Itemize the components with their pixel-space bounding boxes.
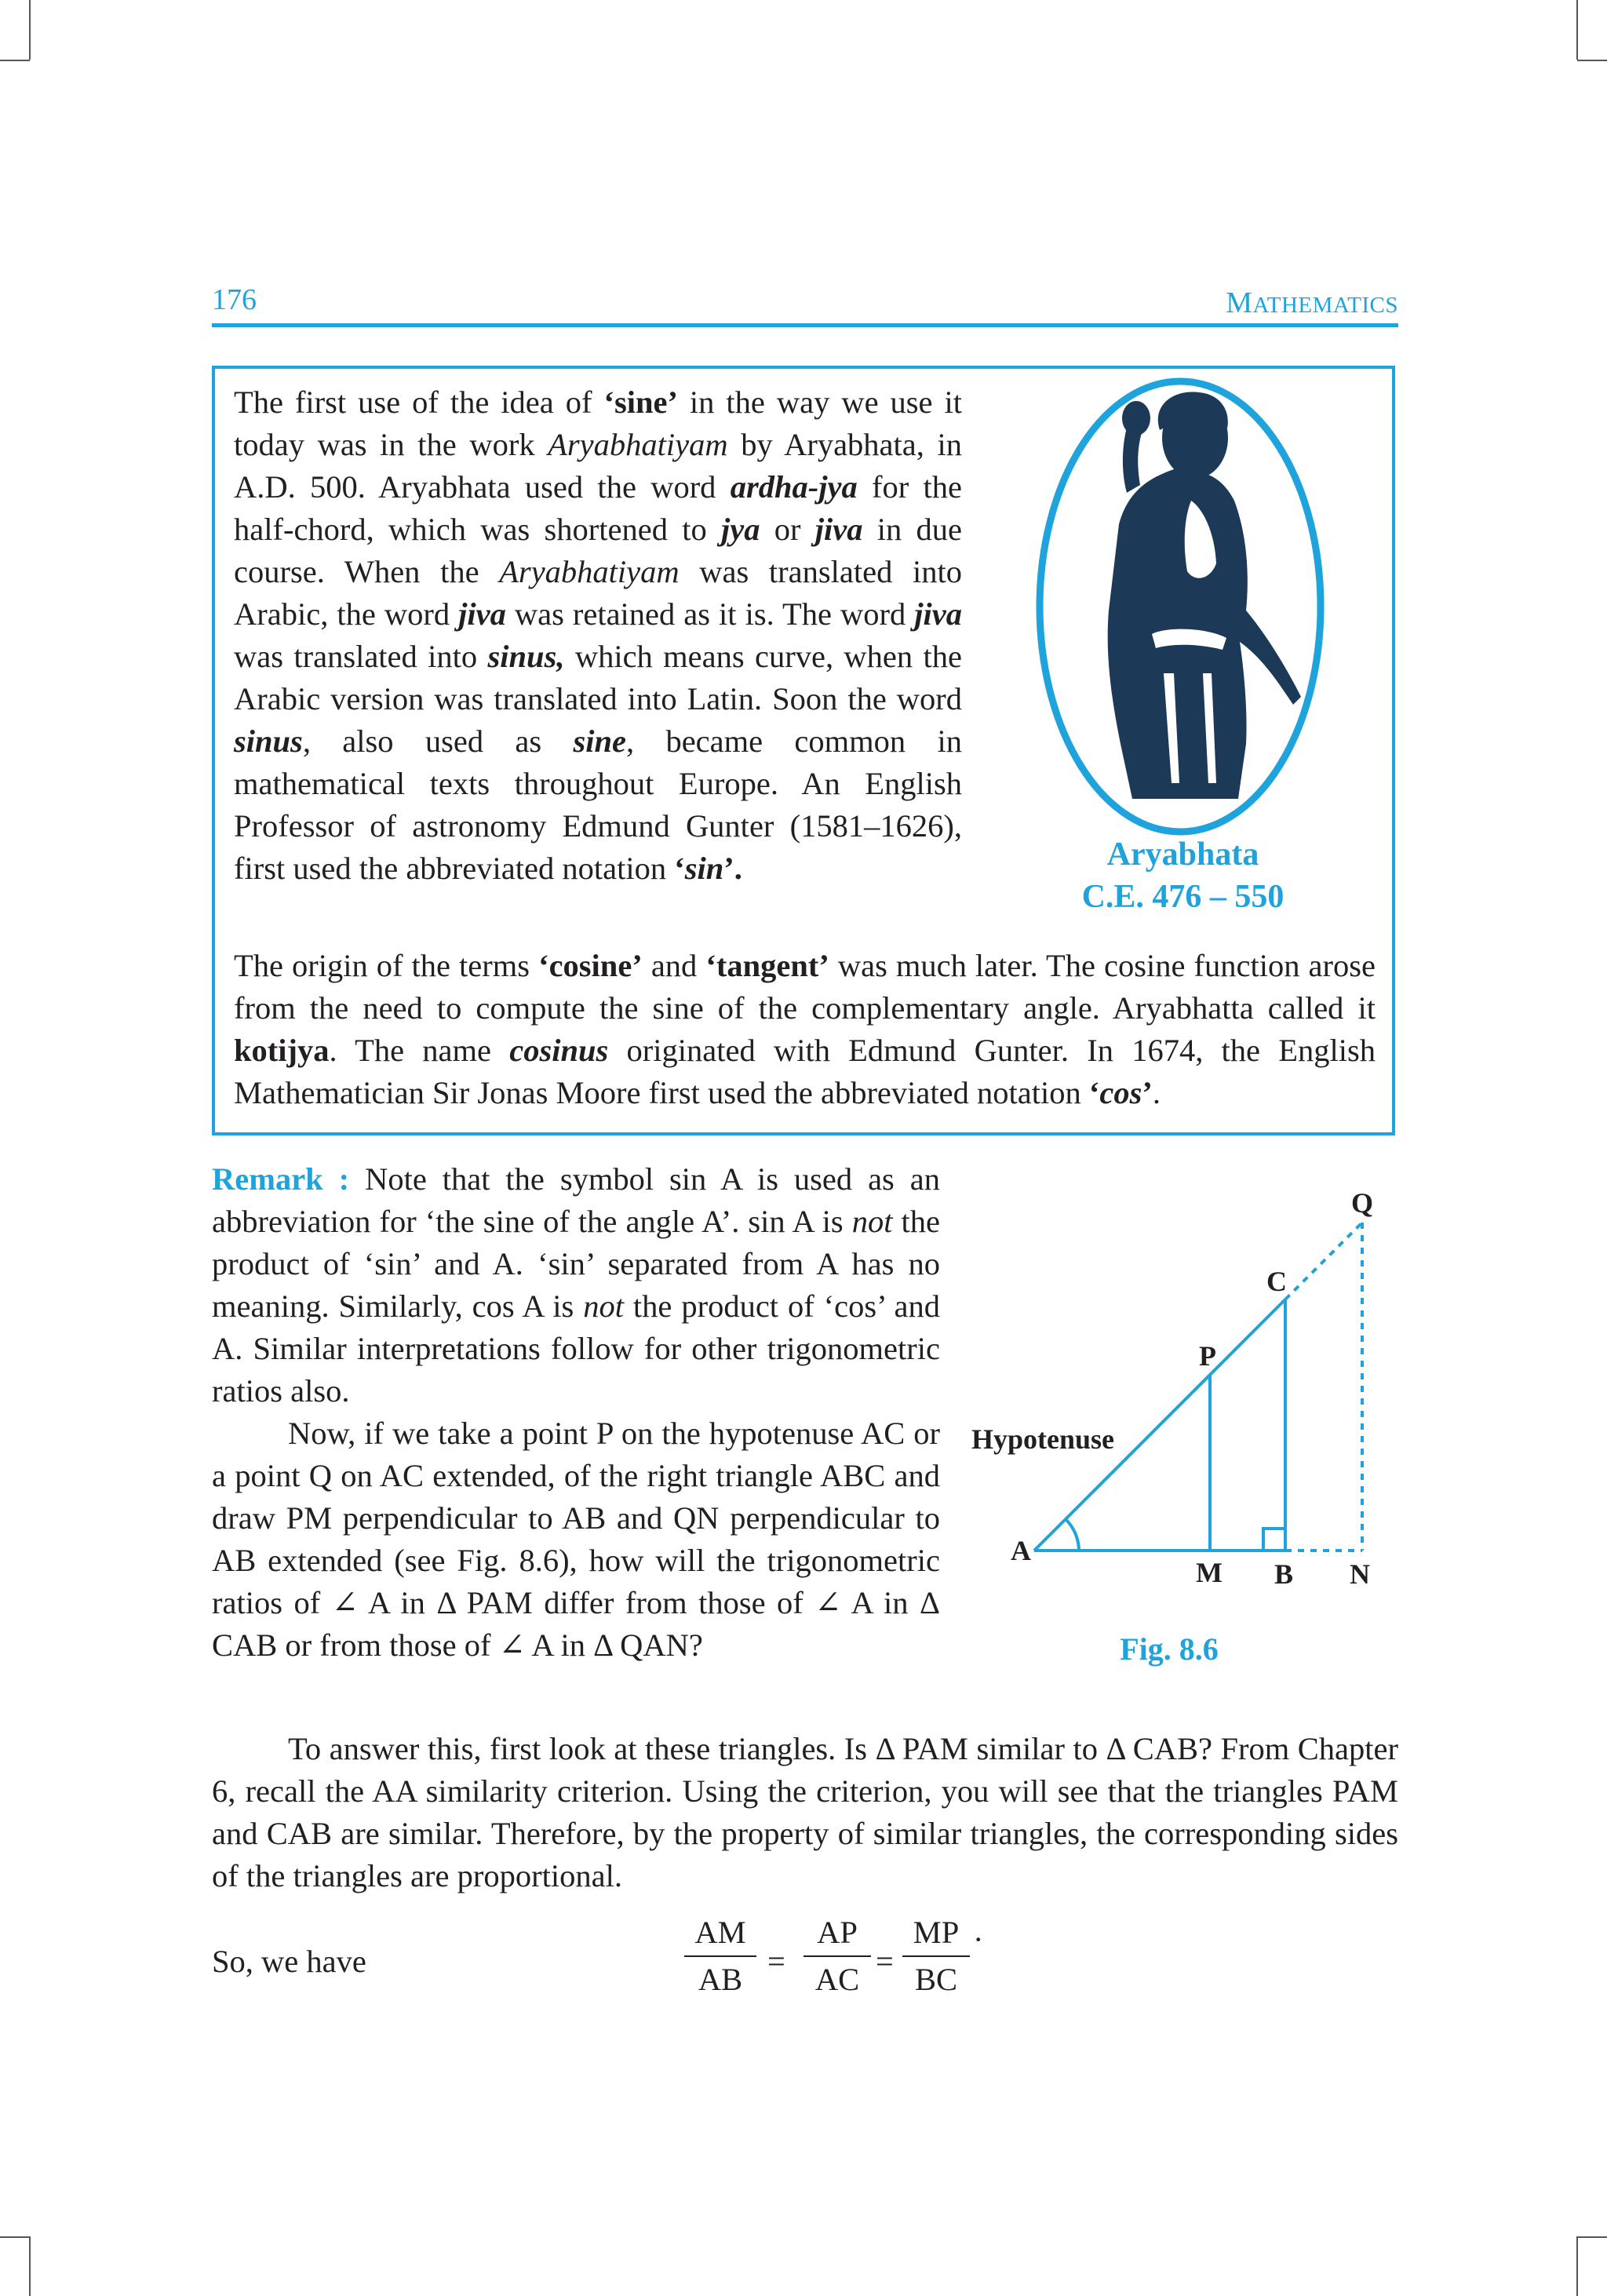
fraction-denominator: AB xyxy=(698,1962,743,1997)
text-run: ’ xyxy=(1142,1075,1153,1110)
text-run: ardha-jya xyxy=(730,469,858,505)
text-run: Aryabhatiyam xyxy=(548,427,728,462)
text-run: jiva xyxy=(814,512,863,547)
fraction-numerator: AP xyxy=(804,1915,871,1957)
text-run: cos xyxy=(1099,1075,1142,1110)
aryabhata-portrait xyxy=(1034,375,1326,838)
crop-mark-top-right-vertical xyxy=(1576,0,1578,60)
angle-a-arc xyxy=(1066,1519,1079,1551)
paragraph-text: The first use of the idea of ‘sine’ in the way we use it today was in the work Aryabhatiyam by Aryabhata, in A.D. 500. Aryabhata used the word ardha-jya for the half-chord, which was shortened to jya or jiva in due course. When the Aryabhatiyam was translated into Arabic, the word jiva was retained as it is. The word jiva was translated into sinus, which means curve, when the Arabic version was translated into Latin. Soon the word sinus, also used as sine, became common in mathematical texts throughout Europe. An English Professor of astronomy Edmund Gunter (1581–1626), first used the abbreviated notation ‘sin’. xyxy=(234,384,963,886)
paragraph-text: Remark : Note that the symbol sin A is used as an abbreviation for ‘the sine of the angle A’. sin A is not the product of ‘sin’ and A. ‘sin’ separated from A has no meaning. Similarly, cos A is not the product of ‘cos’ and A. Similar interpretations follow for other trigonometric ratios also. xyxy=(212,1161,940,1409)
equation-lead: So, we have xyxy=(212,1944,366,1979)
text-run: ‘cosine’ xyxy=(538,948,643,983)
portrait-caption xyxy=(1044,833,1322,918)
fraction-am-ab xyxy=(684,1915,756,1998)
label-a: A xyxy=(1011,1535,1031,1566)
paragraph-text: The origin of the terms ‘cosine’ and ‘tangent’ was much later. The cosine function arose from the need to compute the sine of the complementary angle. Aryabhatta called it kotijya. The name cosinus originated with Edmund Gunter. In 1674, the English Mathematician Sir Jonas Moore first used the abbreviated notation ‘cos’. xyxy=(234,948,1376,1110)
label-m: M xyxy=(1196,1557,1223,1588)
equals-sign: = xyxy=(876,1944,894,1979)
text-run: cosinus xyxy=(509,1033,609,1068)
page-number: 176 xyxy=(212,283,257,316)
text-run: ’. xyxy=(723,851,742,886)
text-run: sinus, xyxy=(487,639,565,674)
fraction-mp-bc xyxy=(902,1915,970,1998)
fraction-denominator: BC xyxy=(914,1962,958,1997)
equation-end: · xyxy=(973,1922,984,1957)
question-paragraph-text: Now, if we take a point P on the hypotenuse AC or a point Q on AC extended, of the right triangle ABC and draw PM perpendicular to AB and QN perpendicular to AB extended (see Fig. 8.6), how will the trigonometric ratios of ∠ A in Δ PAM differ from those of ∠ A in Δ CAB or from those of ∠ A in Δ QAN? xyxy=(212,1416,940,1663)
text-run: jya xyxy=(721,512,760,547)
header-rule xyxy=(212,323,1398,327)
label-n: N xyxy=(1350,1558,1370,1590)
crop-mark-bottom-right xyxy=(1577,2236,1607,2238)
extension-cq xyxy=(1285,1223,1362,1299)
text-run: sine xyxy=(573,723,626,759)
sine-history-paragraph xyxy=(234,381,962,890)
text-run: ‘ xyxy=(674,851,685,886)
crop-mark-bottom-right-vertical xyxy=(1576,2236,1578,2296)
fraction-ap-ac xyxy=(804,1915,871,1998)
fraction-denominator: AC xyxy=(814,1962,860,1997)
equals-sign: = xyxy=(767,1944,785,1979)
answer-paragraph-text: To answer this, first look at these triangles. Is Δ PAM similar to Δ CAB? From Chapter 6, recall the AA similarity criterion. Using the criterion, you will see that the triangles PAM and CAB are similar. Therefore, by the property of similar triangles, the corresponding sides of the triangles are proportional. xyxy=(212,1731,1398,1893)
label-c: C xyxy=(1266,1266,1287,1297)
text-run: not xyxy=(851,1204,893,1239)
right-angle-mark xyxy=(1263,1529,1285,1551)
running-title xyxy=(1226,286,1398,320)
crop-mark-top-left-vertical xyxy=(29,0,31,60)
answer-paragraph xyxy=(212,1728,1398,1897)
portrait-caption-dates: C.E. 476 – 550 xyxy=(1081,879,1285,915)
label-q: Q xyxy=(1351,1187,1374,1219)
text-run: ‘sine’ xyxy=(603,384,678,420)
question-paragraph xyxy=(212,1412,940,1667)
label-p: P xyxy=(1199,1340,1216,1372)
portrait-caption-name: Aryabhata xyxy=(1106,836,1259,873)
text-run: sinus xyxy=(234,723,303,759)
figure-caption: Fig. 8.6 xyxy=(1120,1631,1219,1667)
text-run: jiva xyxy=(458,596,506,632)
text-run: ‘tangent’ xyxy=(705,948,829,983)
crop-mark-top-left xyxy=(0,60,30,61)
figure-8-6 xyxy=(965,1177,1405,1616)
running-title-initial: M xyxy=(1226,286,1253,319)
fraction-numerator: MP xyxy=(902,1915,970,1957)
cosine-origin-paragraph xyxy=(234,945,1376,1114)
crop-mark-bottom-left xyxy=(0,2236,30,2238)
label-b: B xyxy=(1274,1558,1294,1590)
text-run: not xyxy=(583,1288,624,1324)
hypotenuse-label: Hypotenuse xyxy=(971,1423,1115,1455)
text-run: Remark : xyxy=(212,1161,350,1197)
running-title-rest: ATHEMATICS xyxy=(1252,293,1398,318)
remark-paragraph xyxy=(212,1158,940,1412)
text-run: kotijya xyxy=(234,1033,330,1068)
text-run: ‘ xyxy=(1088,1075,1100,1110)
fraction-numerator: AM xyxy=(684,1915,756,1957)
crop-mark-top-right xyxy=(1577,60,1607,61)
crop-mark-bottom-left-vertical xyxy=(29,2236,31,2296)
text-run: sin xyxy=(684,851,724,886)
text-run: jiva xyxy=(914,596,962,632)
text-run: Aryabhatiyam xyxy=(499,554,680,589)
